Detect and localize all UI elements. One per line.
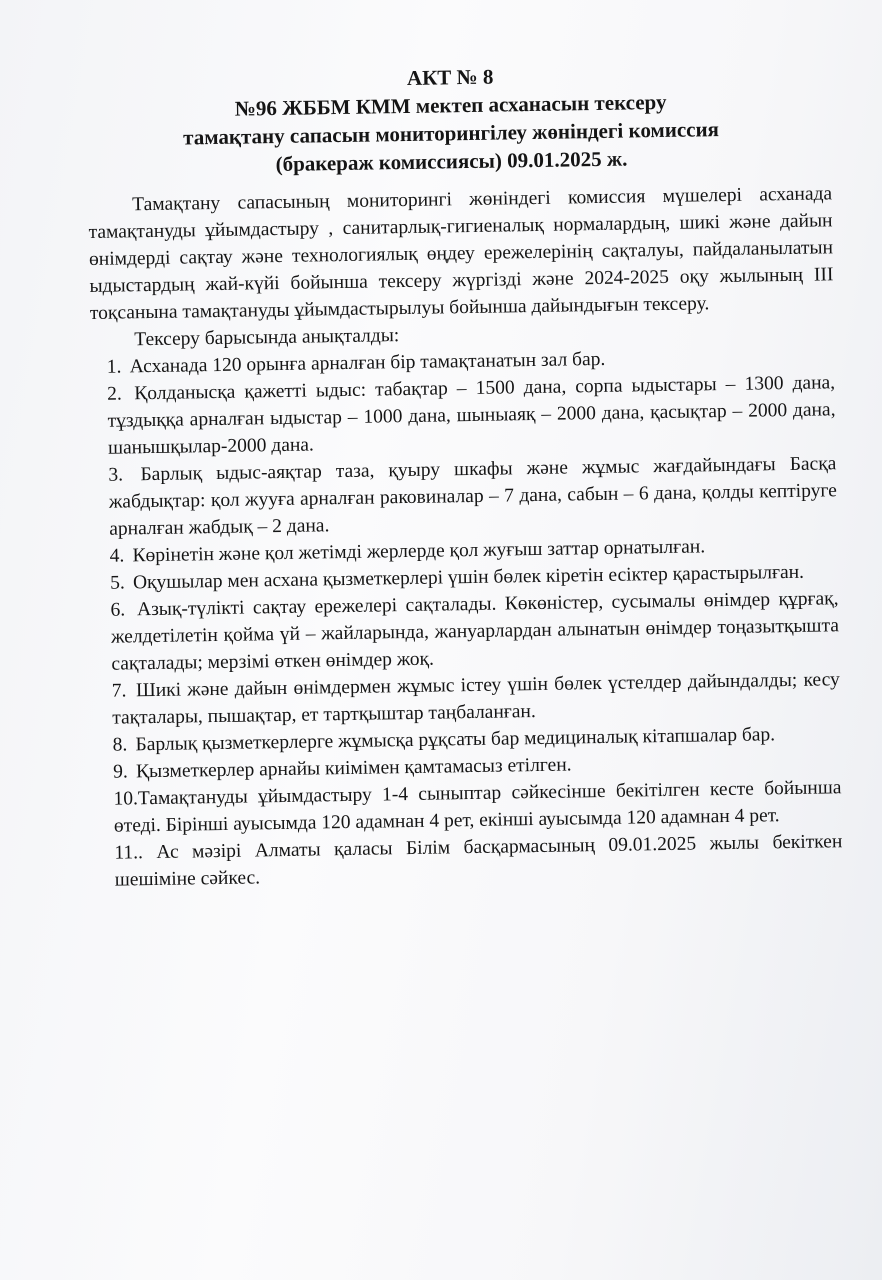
act-subtitle-line-2: тамақтану сапасын мониторингілеу жөніндегі комиссия: [182, 117, 720, 150]
list-item-text: Азық-түлікті сақтау ережелері сақталады. Көкөністер, сусымалы өнімдер құрғақ, желдетілетін қойма үй – жайларында, жануарлардан алынатын өнімдер тоңазытқышта сақталады; мерзімі өткен өнімдер жоқ.: [110, 588, 840, 675]
list-item: [91, 369, 836, 462]
list-item-number: 8.: [112, 734, 128, 756]
list-item: [94, 585, 839, 678]
document-header: [150, 59, 752, 180]
list-item-text: Ас мәзірі Алматы қаласы Білім басқармасының 09.01.2025 жылы бекіткен шешіміне сәйкес.: [114, 831, 843, 891]
list-item-number: 6.: [110, 599, 126, 621]
list-item-number: 3.: [108, 464, 124, 486]
act-subtitle-line-3: (бракераж комиссиясы) 09.01.2025 ж.: [275, 146, 628, 177]
intro-paragraph: Тамақтану сапасының мониторингі жөніндегі комиссия мүшелері асханада тамақтануды ұйымдастыру , санитарлық-гигиеналық нормалардың, шикі және дайын өнімдерді сақтау және технологиялық өңдеу ережелерінің сақталуы, пайдаланылатын ыдыстардың жай-күйі бойынша тексеру жүргізді және 2024-2025 оқу жылының III тоқсанына тамақтануды ұйымдастырылуы бойынша дайындығын тексеру.: [88, 183, 834, 324]
list-item-number: 1.: [106, 356, 122, 378]
list-item-text: Тамақтануды ұйымдастыру 1-4 сыныптар сәйкесінше бекітілген кесте бойынша өтеді. Бірінші ауысымда 120 адамнан 4 рет, екінші ауысымда 120 адамнан 4 рет.: [113, 777, 842, 837]
list-item-number: 5.: [109, 572, 125, 594]
findings-label: Тексеру барысында анықталды:: [134, 325, 400, 351]
list-item-number: 9.: [112, 761, 128, 783]
list-item-text: Оқушылар мен асхана қызметкерлері үшін бөлек кіретін есіктер қарастырылған.: [132, 561, 805, 594]
list-item-number: 11..: [114, 842, 144, 864]
list-item: [98, 828, 843, 894]
document-body: [88, 180, 843, 894]
list-item: [92, 450, 837, 543]
list-item-text: Шикі және дайын өнімдермен жұмыс істеу үшін бөлек үстелдер дайындалды; кесу тақталары, пышақтар, ет тартқыштар таңбаланған.: [112, 669, 840, 729]
list-item-number: 10.: [113, 788, 139, 810]
list-item-number: 7.: [111, 680, 127, 702]
list-item-number: 2.: [107, 383, 122, 405]
act-title: АКТ № 8: [406, 64, 494, 90]
list-item-text: Қызметкерлер арнайы киімімен қамтамасыз етілген.: [135, 754, 572, 783]
list-item-text: Көрінетін және қол жетімді жерлерде қол жуғыш заттар орнатылған.: [132, 536, 706, 567]
list-item-text: Асханада 120 орынға арналған бір тамақтанатын зал бар.: [129, 348, 606, 378]
list-item-text: Барлық ыдыс-аяқтар таза, қуыру шкафы және жұмыс жағдайындағы Басқа жабдықтар: қол жууға арналған раковиналар – 7 дана, сабын – 6 дана, қолды кептіруге арналған жабдық – 2 дана.: [108, 453, 837, 540]
list-item-text: Барлық қызметкерлерге жұмысқа рұқсаты бар медициналық кітапшалар бар.: [135, 724, 776, 756]
list-item-text: Қолданысқа қажетті ыдыс: табақтар – 1500 дана, сорпа ыдыстары – 1300 дана, тұздыққа арналған ыдыстар – 1000 дана, шыныаяқ – 2000 дана, қасықтар – 2000 дана, шанышқылар-2000 дана.: [107, 372, 836, 459]
list-item-number: 4.: [109, 545, 125, 567]
findings-list: [91, 342, 843, 894]
act-subtitle-line-1: №96 ЖББМ КММ мектеп асханасын тексеру: [234, 89, 667, 121]
